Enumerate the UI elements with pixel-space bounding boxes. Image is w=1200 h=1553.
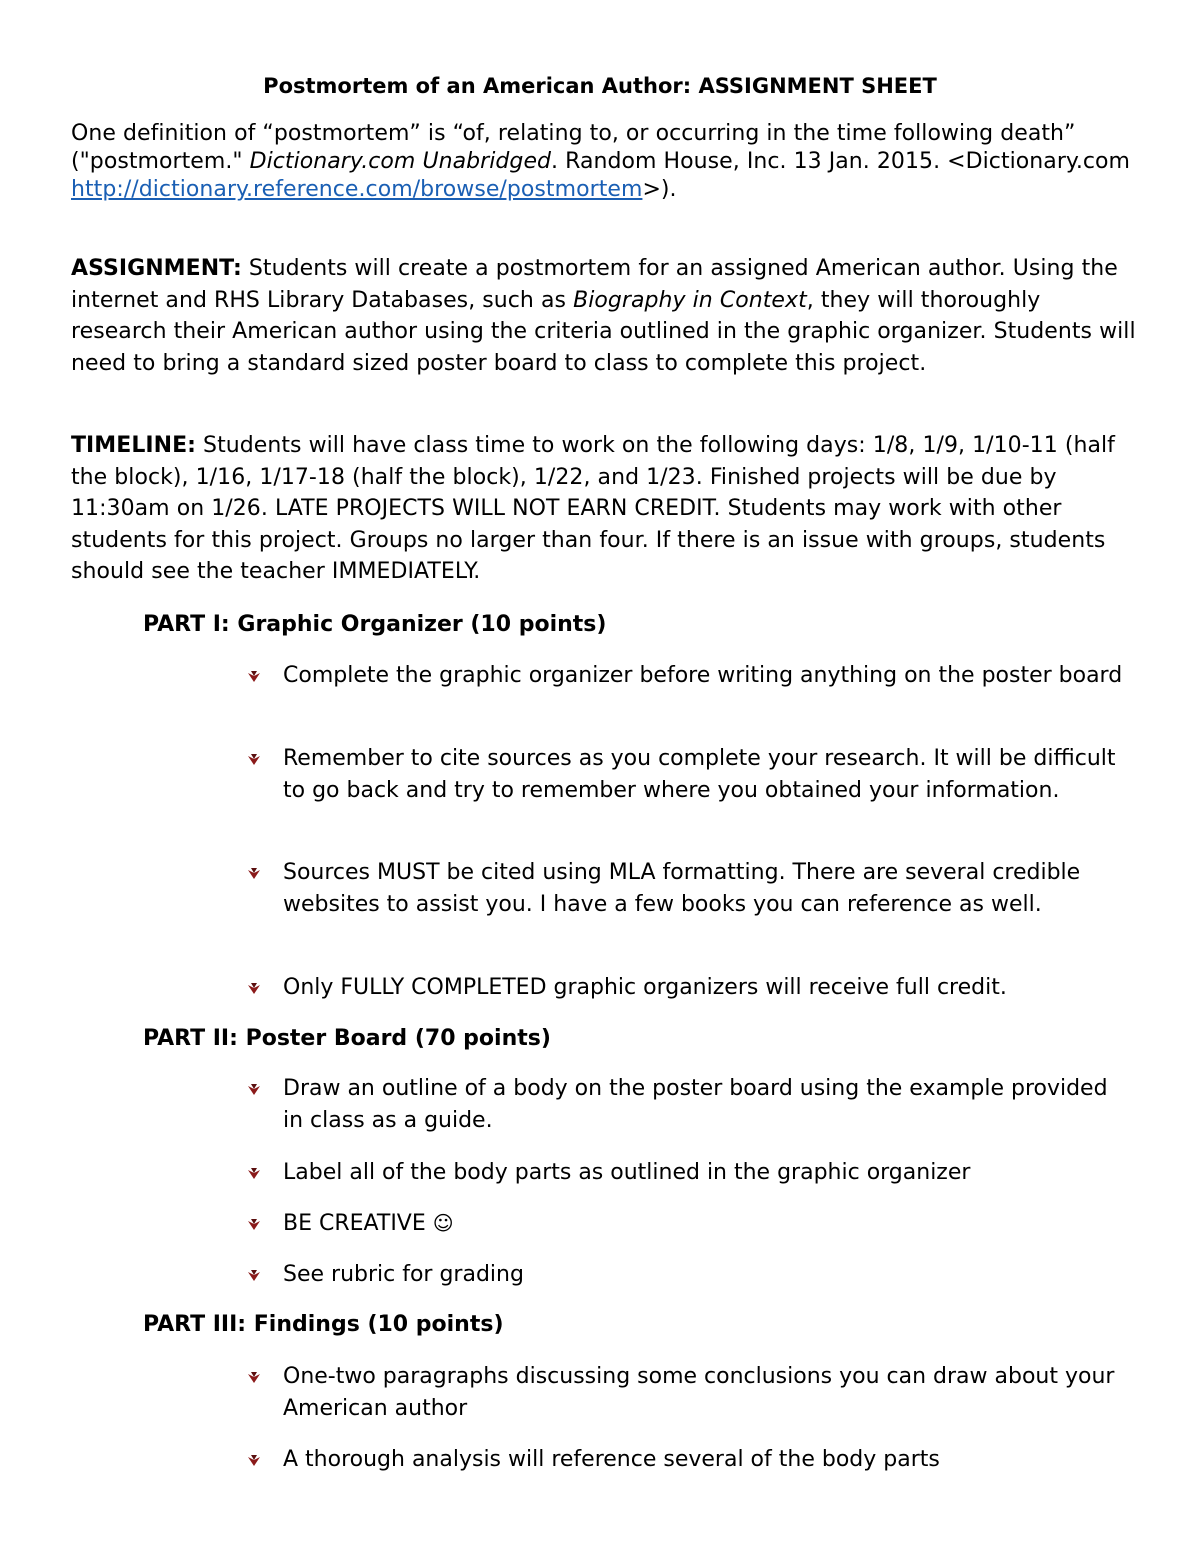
page-title: Postmortem of an American Author: ASSIGNMENT SHEET [263,74,937,98]
list-item-text: Only FULLY COMPLETED graphic organizers will receive full credit. [283,975,1007,1000]
list-item [283,743,1133,806]
intro-citation-text: . Random House, Inc. 13 Jan. 2015. <Dictionary.com [551,149,1131,174]
dictionary-link[interactable]: http://dictionary.reference.com/browse/postmortem [71,177,643,202]
assignment-paragraph [71,253,1136,379]
list-item [283,1208,1133,1240]
list-item-text: A thorough analysis will reference several of the body parts [283,1447,940,1472]
list-item-text: One-two paragraphs discussing some conclusions you can draw about your American author [283,1364,1115,1421]
arrow-bullet-icon [247,1455,261,1467]
intro-end-text: >). [642,177,677,202]
list-item [283,1259,1133,1291]
arrow-bullet-icon [247,1084,261,1096]
list-item [283,1157,1133,1189]
list-item-text: BE CREATIVE [283,1211,433,1236]
list-item [283,1361,1133,1424]
timeline-text: Students will have class time to work on the following days: 1/8, 1/9, 1/10-11 (half the block), 1/16, 1/17-18 (half the block), 1/22, and 1/23. Finished projects will be due by 11:30am on 1/26. LATE PROJECTS WILL NOT EARN CREDIT. Students may work with other students for this project. Groups no larger than four. If there is an issue with groups, students should see the teacher IMMEDIATELY. [71,433,1115,584]
assignment-database-name: Biography in Context [573,287,807,313]
intro-citation-title: Dictionary.com Unabridged [249,149,552,174]
timeline-paragraph [71,430,1136,588]
list-item-text: Complete the graphic organizer before writing anything on the poster board [283,663,1123,688]
list-item [283,857,1133,920]
intro-text: One definition of “postmortem” is “of, relating to, or occurring in the time following death” ("postmortem." [71,121,1076,174]
list-item-text: Draw an outline of a body on the poster board using the example provided in class as a guide. [283,1076,1108,1133]
assignment-text-end: , they will thoroughly research their American author using the criteria outlined in the graphic organizer. Students will need to bring a standard sized poster board to class to complete this project. [71,287,1136,376]
arrow-bullet-icon [247,1372,261,1384]
list-item-text: Label all of the body parts as outlined in the graphic organizer [283,1160,971,1185]
list-item-text: See rubric for grading [283,1262,524,1287]
timeline-label: TIMELINE: [71,433,197,458]
assignment-label: ASSIGNMENT: [71,256,242,281]
arrow-bullet-icon [247,671,261,683]
arrow-bullet-icon [247,1168,261,1180]
list-item-text: Sources MUST be cited using MLA formatting. There are several credible websites to assist you. I have a few books you can reference as well. [283,860,1081,917]
arrow-bullet-icon [247,868,261,880]
smiley-icon: ☺ [432,1211,454,1235]
part-3-heading: PART III: Findings (10 points) [143,1312,504,1337]
arrow-bullet-icon [247,1219,261,1231]
arrow-bullet-icon [247,754,261,766]
list-item-text: Remember to cite sources as you complete your research. It will be difficult to go back and try to remember where you obtained your information. [283,746,1116,803]
list-item [283,1073,1133,1136]
arrow-bullet-icon [247,983,261,995]
intro-paragraph [71,120,1136,204]
arrow-bullet-icon [247,1270,261,1282]
assignment-text: Students will create a postmortem for an assigned American author. Using the internet and RHS Library Databases, such as [71,256,1118,313]
list-item [283,1444,1133,1476]
list-item [283,972,1133,1004]
part-1-heading: PART I: Graphic Organizer (10 points) [143,612,607,637]
list-item [283,660,1133,692]
part-2-heading: PART II: Poster Board (70 points) [143,1026,551,1051]
